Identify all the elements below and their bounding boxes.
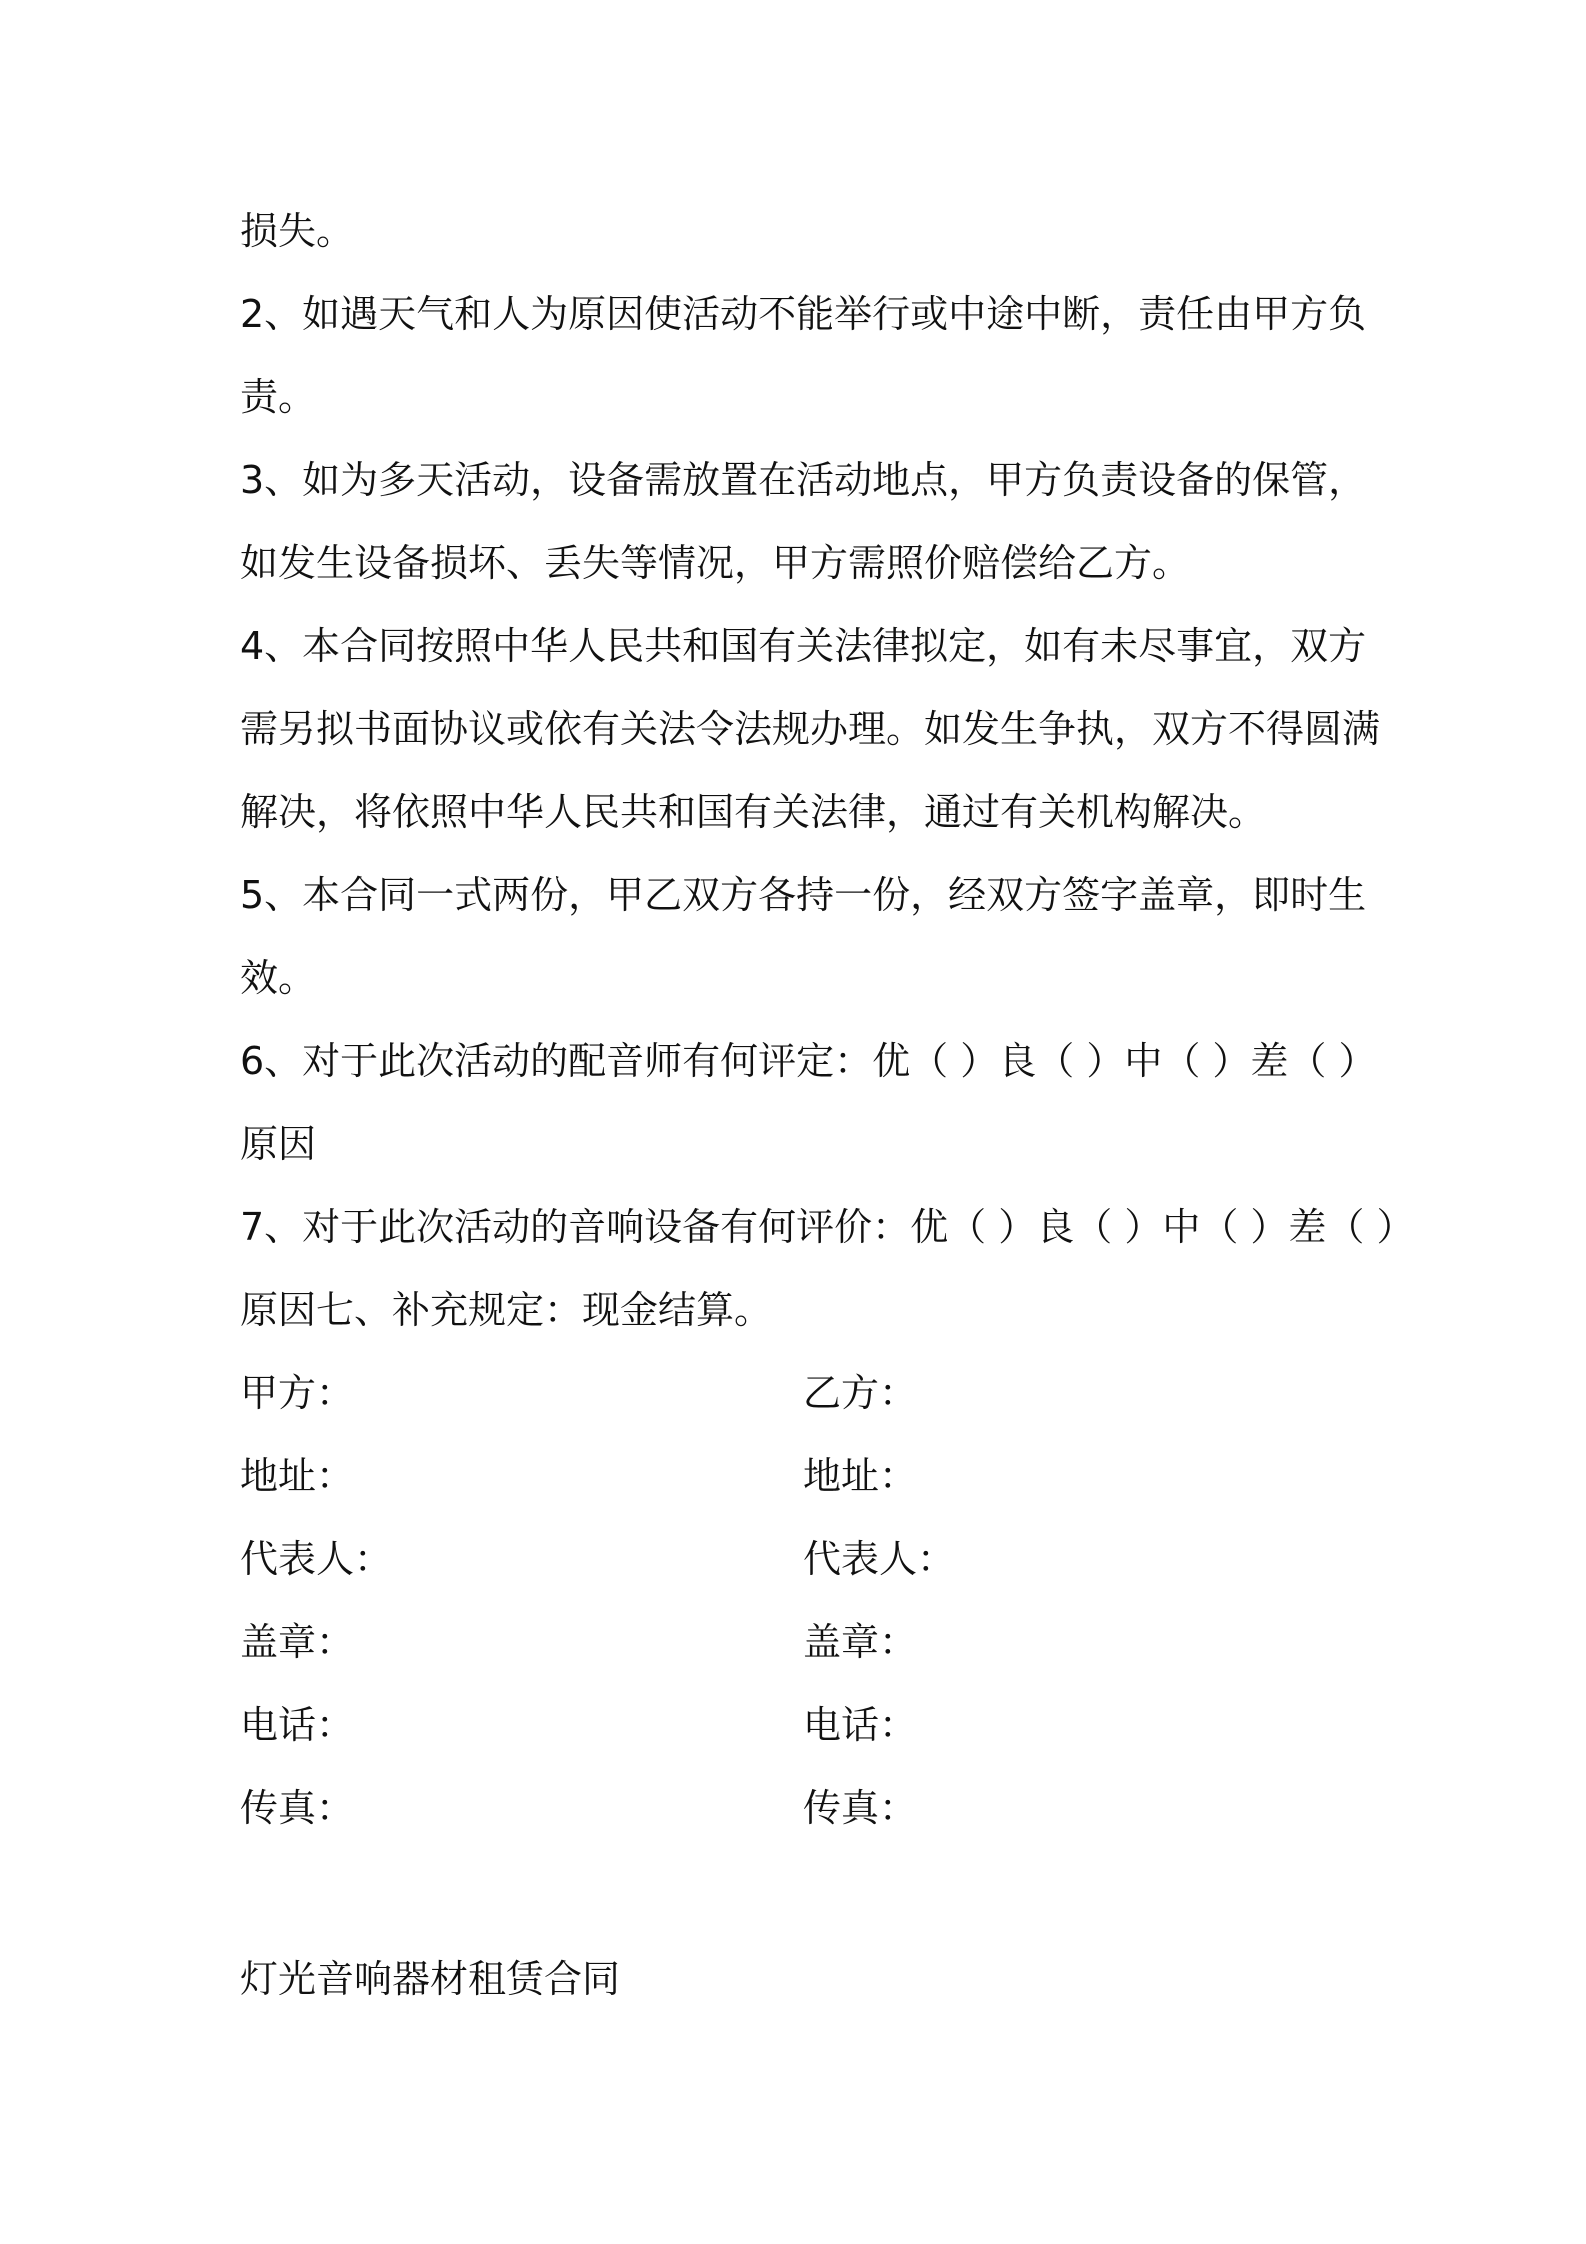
party-b-fax-label: 传真： — [803, 1786, 918, 1830]
party-b-representative-label: 代表人： — [803, 1537, 956, 1581]
party-a-representative-label: 代表人： — [240, 1537, 393, 1581]
clause-line: 7、对于此次活动的音响设备有何评价：优（ ）良（ ）中（ ）差（ ） — [240, 1205, 1415, 1249]
party-a-address-label: 地址： — [240, 1454, 355, 1498]
party-b-label: 乙方： — [803, 1371, 918, 1415]
party-b-phone-label: 电话： — [803, 1703, 918, 1747]
clause-line: 2、如遇天气和人为原因使活动不能举行或中途中断，责任由甲方负 — [240, 292, 1367, 336]
clause-line: 效。 — [240, 956, 317, 1000]
clause-line: 需另拟书面协议或依有关法令法规办理。如发生争执，双方不得圆满 — [240, 707, 1381, 751]
clause-line: 解决，将依照中华人民共和国有关法律，通过有关机构解决。 — [240, 790, 1267, 834]
party-a-seal-label: 盖章： — [240, 1620, 355, 1664]
party-b-address-label: 地址： — [803, 1454, 918, 1498]
party-a-label: 甲方： — [240, 1371, 355, 1415]
clause-line: 4、本合同按照中华人民共和国有关法律拟定，如有未尽事宜，双方 — [240, 624, 1367, 668]
clause-line: 原因七、补充规定：现金结算。 — [240, 1288, 773, 1332]
clause-line: 如发生设备损坏、丢失等情况，甲方需照价赔偿给乙方。 — [240, 541, 1191, 585]
clause-line: 损失。 — [240, 209, 355, 253]
clause-line: 5、本合同一式两份，甲乙双方各持一份，经双方签字盖章，即时生 — [240, 873, 1367, 917]
clause-line: 原因 — [240, 1122, 317, 1166]
party-a-fax-label: 传真： — [240, 1786, 355, 1830]
party-a-phone-label: 电话： — [240, 1703, 355, 1747]
next-contract-title: 灯光音响器材租赁合同 — [240, 1957, 621, 2001]
clause-line: 3、如为多天活动，设备需放置在活动地点，甲方负责设备的保管， — [240, 458, 1367, 502]
clause-line: 6、对于此次活动的配音师有何评定：优（ ）良（ ）中（ ）差（ ） — [240, 1039, 1377, 1083]
clause-line: 责。 — [240, 375, 317, 419]
party-b-seal-label: 盖章： — [803, 1620, 918, 1664]
